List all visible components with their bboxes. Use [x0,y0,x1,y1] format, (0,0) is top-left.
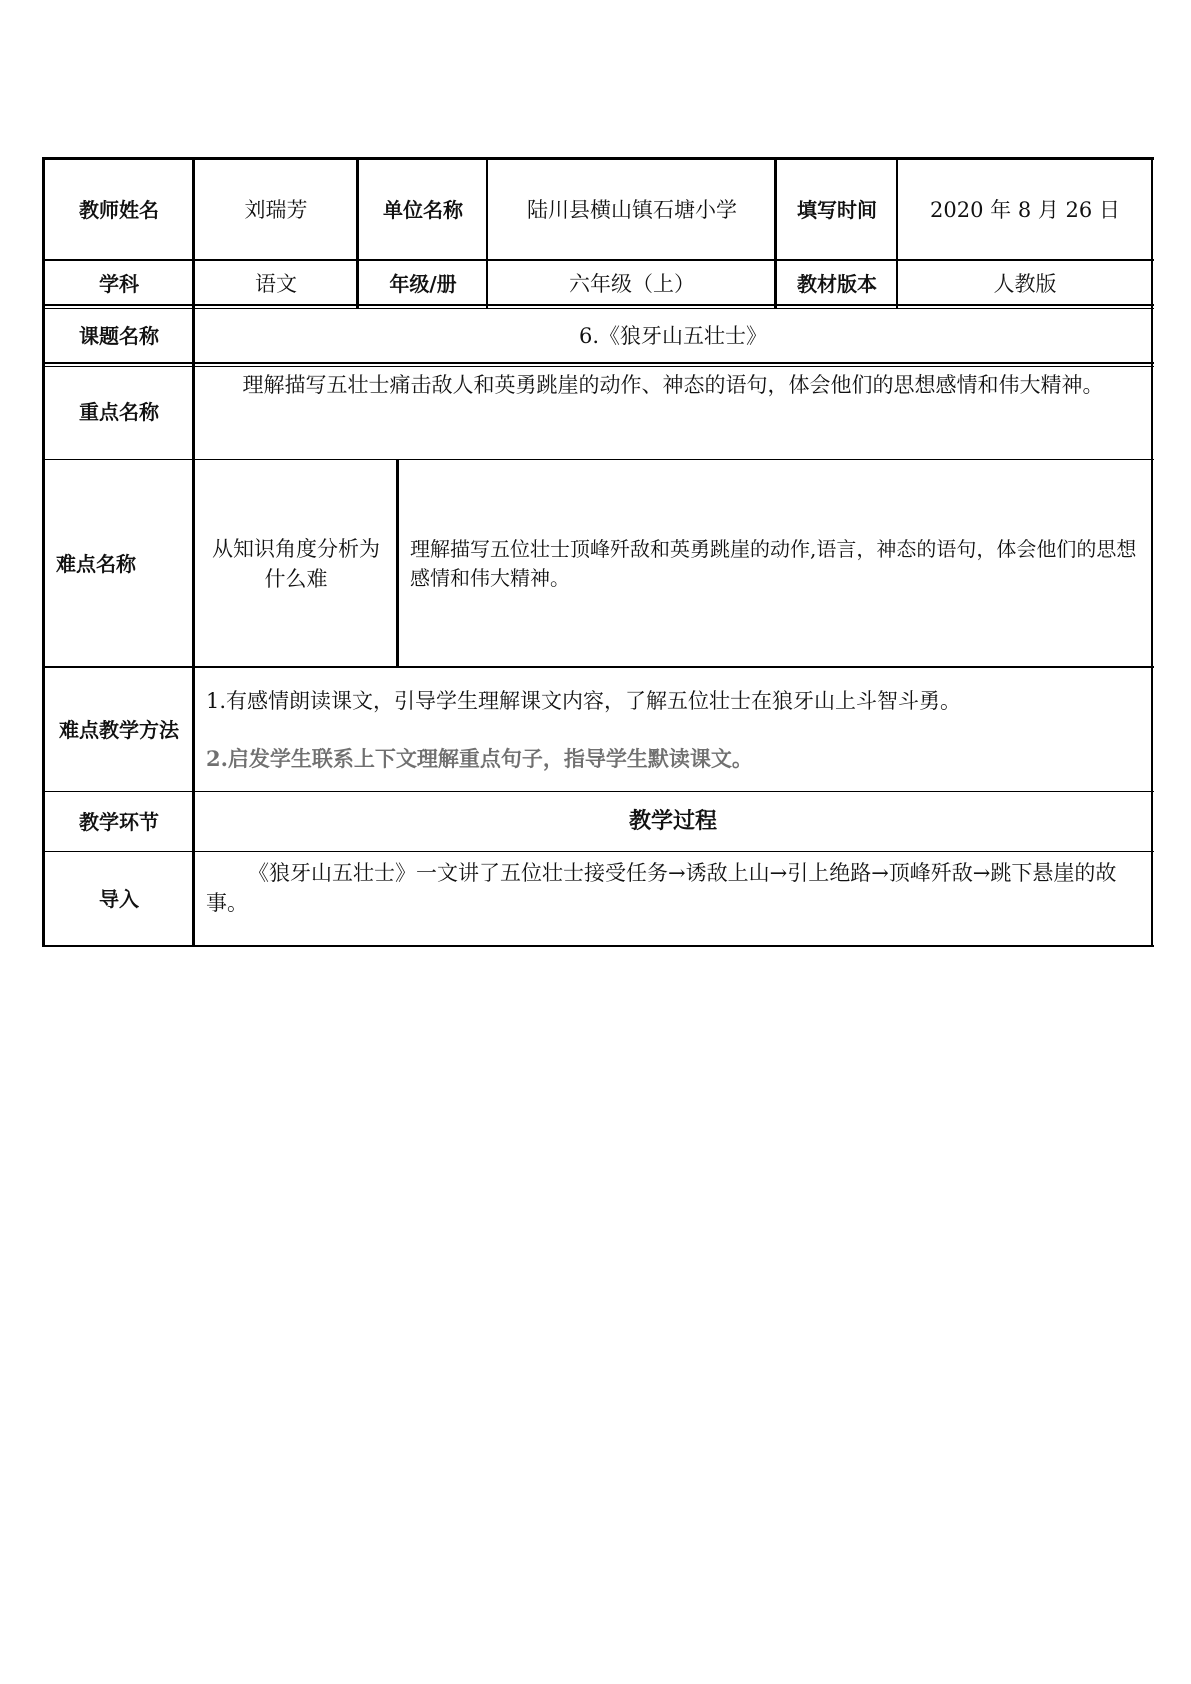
subject-label: 学科 [99,271,139,296]
difficulty-label: 难点名称 [56,551,136,576]
col-line-4 [774,157,777,308]
fill-date-label: 填写时间 [797,197,877,222]
row-line-5 [42,666,1154,668]
method-label: 难点教学方法 [59,717,179,742]
lesson-title-label: 课题名称 [79,323,159,348]
row-line-4 [42,459,1154,460]
table-border-right [1151,157,1153,947]
row-line-7 [42,851,1154,852]
unit-name-label: 单位名称 [383,197,463,222]
method-list [194,668,1152,792]
row-line-3b [42,366,1154,367]
teacher-name-label: 教师姓名 [79,197,159,222]
row-line-2b [42,308,1154,309]
row-line-6 [42,791,1154,792]
table-border-bottom [42,945,1154,947]
intro-label: 导入 [99,886,139,911]
edition-label: 教材版本 [797,271,877,296]
col-line-label [192,157,195,947]
intro-text: 《狼牙山五壮士》一文讲了五位壮士接受任务→诱敌上山→引上绝路→顶峰歼敌→跳下悬崖的故事。 [206,861,1117,916]
fill-date-value: 2020 年 8 月 26 日 [930,197,1120,222]
teaching-step-label: 教学环节 [79,809,159,834]
lesson-title-value: 6.《狼牙山五壮士》 [578,323,768,348]
unit-name-value: 陆川县横山镇石塘小学 [527,197,737,222]
key-point-label: 重点名称 [79,399,159,424]
col-line-5 [896,157,898,308]
difficulty-analysis-label: 从知识角度分析为什么难 [212,536,380,591]
grade-label: 年级/册 [389,271,457,296]
table-border-top [42,157,1154,160]
row-line-1 [42,259,1154,261]
teaching-process-heading: 教学过程 [628,809,717,835]
row-line-3 [42,362,1154,364]
grade-value: 六年级（上） [569,271,695,296]
col-line-3 [486,157,488,308]
method-item-1: 1.有感情朗读课文，引导学生理解课文内容，了解五位壮士在狼牙山上斗智斗勇。 [206,688,962,713]
table-border-left [42,157,45,947]
difficulty-value: 理解描写五位壮士顶峰歼敌和英勇跳崖的动作,语言，神态的语句，体会他们的思想感情和伟大精神。 [410,537,1137,590]
col-line-2 [356,157,359,308]
subject-value: 语文 [255,271,297,296]
col-line-difficulty [396,460,399,668]
edition-value: 人教版 [993,271,1057,296]
method-item-2: 2.启发学生联系上下文理解重点句子，指导学生默读课文。 [206,746,753,771]
teacher-name-value: 刘瑞芳 [244,197,308,222]
row-line-2 [42,304,1154,306]
key-point-value: 理解描写五壮士痛击敌人和英勇跳崖的动作、神态的语句，体会他们的思想感情和伟大精神。 [242,373,1104,397]
